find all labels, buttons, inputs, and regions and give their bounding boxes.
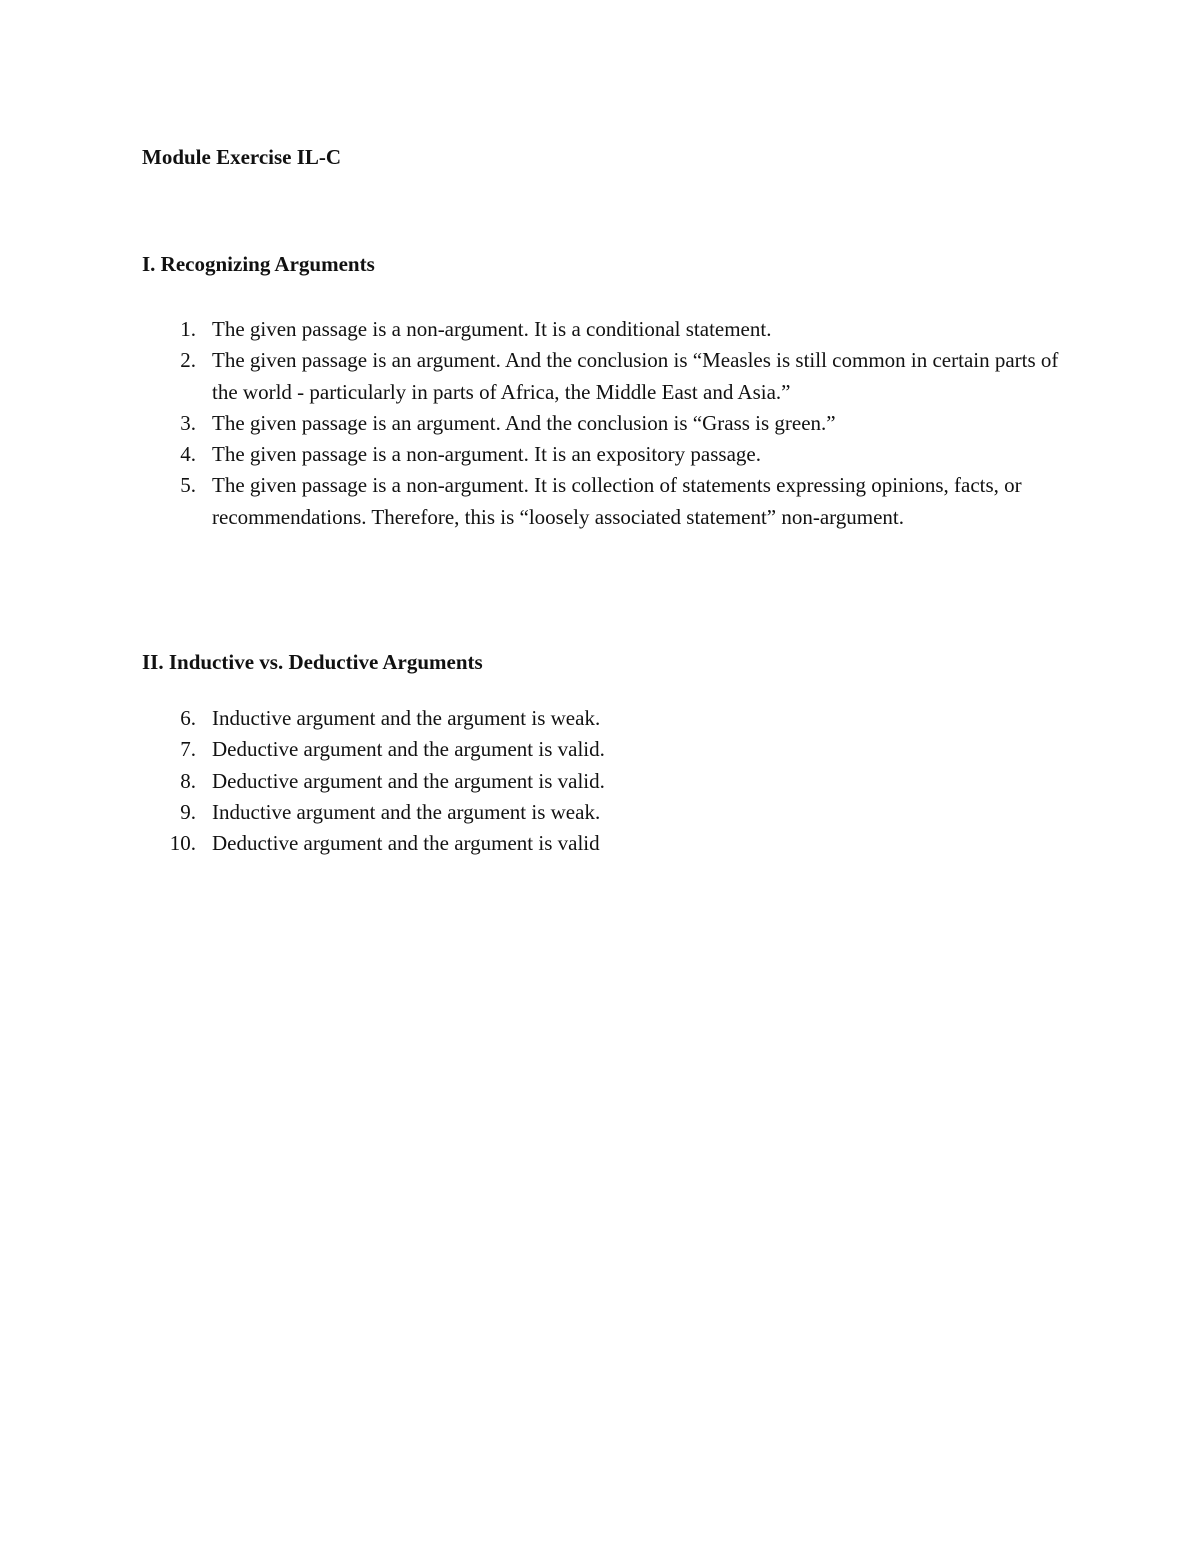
item-text: Deductive argument and the argument is valid.: [212, 768, 605, 793]
list-item: [142, 734, 1062, 765]
item-text: Inductive argument and the argument is weak.: [212, 799, 601, 824]
item-number: 9.: [180, 799, 196, 824]
item-text: Deductive argument and the argument is valid: [212, 831, 600, 856]
item-number: 5.: [180, 473, 196, 498]
section-heading-inductive-vs-deductive: II. Inductive vs. Deductive Arguments: [142, 650, 483, 674]
item-number: 1.: [180, 317, 196, 341]
item-text: The given passage is a non-argument. It is a conditional statement.: [212, 317, 772, 341]
item-number: 8.: [180, 768, 196, 793]
item-number: 4.: [180, 442, 196, 467]
list-item: [142, 345, 1062, 408]
list-item: [142, 766, 1062, 797]
item-text: Deductive argument and the argument is valid.: [212, 737, 605, 762]
list-item: [142, 470, 1062, 533]
document-title: Module Exercise IL-C: [142, 145, 342, 169]
answer-list-section-1: [142, 314, 1062, 533]
list-item: [142, 797, 1062, 828]
item-number: 3.: [180, 410, 196, 435]
section-heading-recognizing-arguments: I. Recognizing Arguments: [142, 252, 375, 276]
answer-list-section-2: [142, 703, 1062, 859]
item-text: The given passage is an argument. And the conclusion is “Measles is still common in certain parts of the world - particularly in parts of Africa, the Middle East and Asia.”: [212, 348, 1059, 404]
item-number: 10.: [169, 831, 196, 856]
item-text: The given passage is a non-argument. It is an expository passage.: [212, 442, 761, 467]
item-text: The given passage is an argument. And the conclusion is “Grass is green.”: [212, 410, 836, 435]
item-number: 2.: [180, 348, 196, 373]
list-item: [142, 314, 1062, 345]
item-text: Inductive argument and the argument is weak.: [212, 706, 601, 730]
list-item: [142, 408, 1062, 439]
list-item: [142, 439, 1062, 470]
list-item: [142, 703, 1062, 734]
item-number: 6.: [180, 706, 196, 730]
item-text: The given passage is a non-argument. It is collection of statements expressing opinions, facts, or recommendations. Therefore, this is “loosely associated statement” non-argument.: [212, 473, 1022, 529]
item-number: 7.: [180, 737, 196, 762]
list-item: [142, 828, 1062, 859]
